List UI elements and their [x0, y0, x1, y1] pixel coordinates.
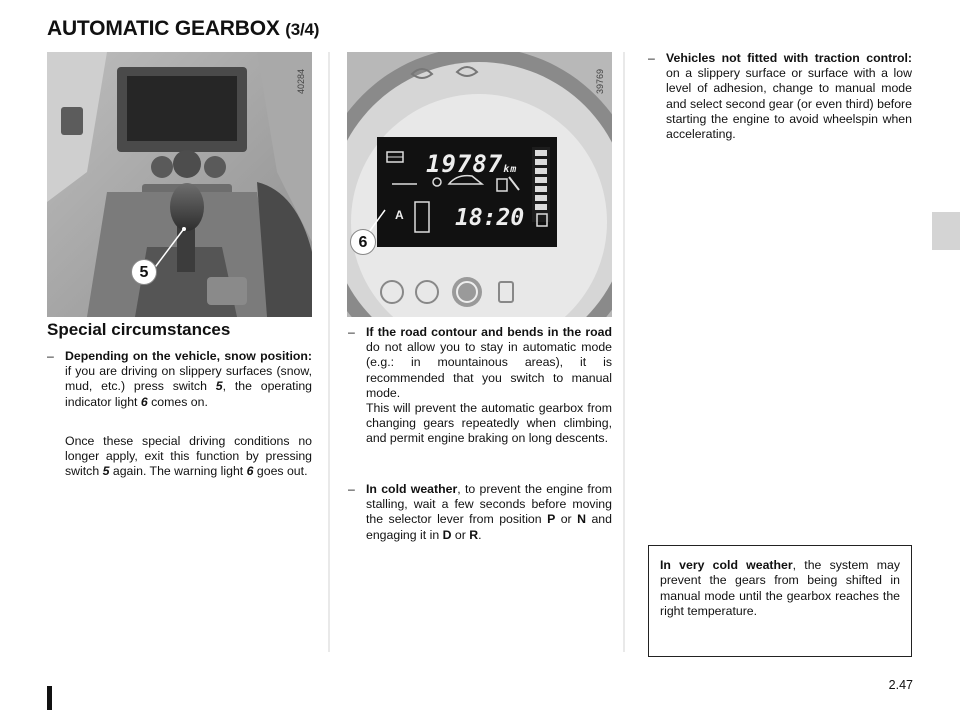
section-heading: Special circumstances	[47, 320, 231, 339]
text: or	[451, 527, 470, 542]
bold-lead: Depending on the vehicle, snow position:	[65, 349, 312, 363]
text: This will prevent the automatic gearbox from changing gears repeatedly when climbing, and permit engine braking on long descents.	[366, 401, 612, 446]
right-paragraph-1	[648, 51, 912, 142]
text: on a slippery surface or surface with a low level of adhesion, change to manual mode and select second gear (or even third) before starting the engine to avoid wheelspin when accelerating.	[666, 66, 912, 142]
text: Once these special driving conditions no longer apply, exit this function by pressing switch	[65, 434, 312, 479]
text: , the system may prevent the gears from being shifted in manual mode until the gearbox reaches the right temperature.	[660, 558, 901, 619]
bold-lead: If the road contour and bends in the road	[366, 325, 612, 339]
list-dash: –	[348, 325, 355, 339]
column-separator	[328, 52, 330, 652]
gear-letter: P	[547, 512, 556, 527]
column-separator	[623, 52, 625, 652]
list-dash: –	[648, 51, 655, 65]
callout-5: 5	[131, 259, 157, 285]
bold-lead: Vehicles not fitted with traction control:	[666, 51, 912, 65]
text: comes on.	[147, 394, 208, 409]
odometer-readout	[426, 150, 517, 178]
gear-letter: R	[469, 527, 479, 542]
figure-id: 39769	[595, 68, 605, 94]
page-title	[47, 17, 319, 41]
ref-number: 6	[246, 464, 254, 479]
middle-paragraph-2	[348, 482, 613, 543]
left-paragraph-1	[47, 349, 313, 410]
instrument-panel-photo	[347, 52, 612, 317]
gear-selector-illustration	[47, 52, 312, 317]
gear-mode-letter: A	[395, 208, 404, 222]
text: goes out	[253, 464, 305, 479]
odometer-value: 19787	[426, 150, 504, 178]
text: if you are driving on slippery surfaces (snow, mud, etc.) press switch	[65, 364, 312, 394]
chapter-tab	[932, 212, 960, 250]
text: .	[304, 464, 308, 479]
odometer-unit: km	[503, 164, 518, 175]
figure-id: 40284	[296, 68, 306, 94]
bold-lead: In very cold weather	[660, 558, 793, 572]
text: do not allow you to stay in automatic mode (e.g.: in mountainous areas), it is recommended that you switch to manual mode.	[366, 340, 612, 400]
text: , the operating indicator light	[65, 379, 313, 409]
title-text: AUTOMATIC GEARBOX	[47, 17, 280, 40]
list-dash: –	[348, 482, 355, 496]
gear-letter: D	[442, 527, 452, 542]
ref-number: 6	[140, 394, 148, 409]
list-dash: –	[47, 349, 54, 363]
crop-mark	[47, 686, 52, 710]
page-number: 2.47	[888, 678, 913, 692]
text: again. The warning light	[109, 464, 247, 479]
title-part: (3/4)	[285, 20, 320, 39]
text: or	[555, 512, 578, 527]
gear-selector-photo	[47, 52, 312, 317]
text: .	[478, 527, 482, 542]
text: and engaging it in	[366, 512, 612, 542]
clock-readout: 18:20	[455, 205, 525, 231]
middle-paragraph-1	[348, 325, 612, 447]
left-paragraph-2	[65, 434, 312, 480]
note-box	[648, 545, 912, 657]
text: , to prevent the engine from stalling, wait a few seconds before moving the selector lever from position	[366, 482, 613, 527]
bold-lead: In cold weather	[366, 482, 458, 496]
gear-letter: N	[577, 512, 587, 527]
instrument-panel-illustration	[347, 52, 612, 317]
ref-number: 5	[215, 379, 223, 394]
callout-6: 6	[350, 229, 376, 255]
ref-number: 5	[102, 464, 110, 479]
